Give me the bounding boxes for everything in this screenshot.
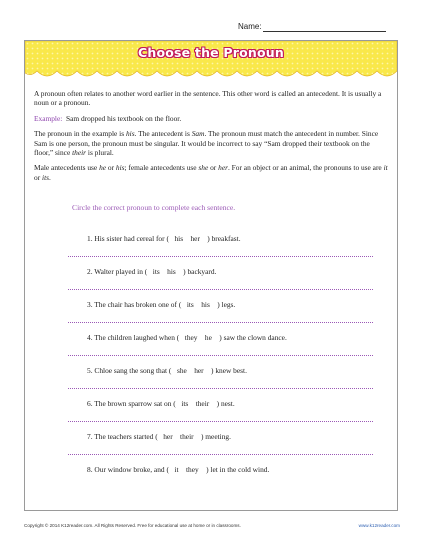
question-3: 3. The chair has broken one of ( its his ) legs. bbox=[87, 300, 236, 309]
answer-divider bbox=[68, 388, 373, 389]
choice-b[interactable]: he bbox=[204, 333, 212, 342]
choice-a[interactable]: his bbox=[174, 234, 184, 243]
choice-a[interactable]: it bbox=[174, 465, 179, 474]
site-link[interactable]: www.k12reader.com bbox=[358, 523, 400, 528]
question-6: 6. The brown sparrow sat on ( its their ) nest. bbox=[87, 399, 235, 408]
choice-a[interactable]: her bbox=[163, 432, 173, 441]
question-1: 1. His sister had cereal for ( his her ) breakfast. bbox=[87, 234, 241, 243]
question-8: 8. Our window broke, and ( it they ) let in the cold wind. bbox=[87, 465, 270, 474]
question-5: 5. Chloe sang the song that ( she her ) knew best. bbox=[87, 366, 247, 375]
intro-paragraph-1: A pronoun often relates to another word earlier in the sentence. This other word is called an antecedent. It is usually a noun or a pronoun. bbox=[34, 89, 382, 108]
name-underline[interactable] bbox=[263, 31, 386, 32]
example-label: Example: bbox=[34, 113, 63, 123]
answer-divider bbox=[68, 355, 373, 356]
worksheet-card bbox=[24, 40, 398, 511]
title-banner bbox=[25, 41, 397, 80]
choice-b[interactable]: their bbox=[195, 399, 210, 408]
choice-b[interactable]: his bbox=[167, 267, 176, 276]
intro-text bbox=[34, 89, 390, 188]
copyright-text: Copyright © 2014 K12reader.com. All Rights Reserved. Free for educational use at home or in classrooms. bbox=[24, 523, 241, 528]
question-2: 2. Walter played in ( its his ) backyard. bbox=[87, 267, 217, 276]
answer-divider bbox=[68, 289, 373, 290]
choice-b[interactable]: her bbox=[190, 234, 200, 243]
instruction-text: Circle the correct pronoun to complete each sentence. bbox=[72, 203, 236, 212]
footer bbox=[24, 523, 400, 528]
question-7: 7. The teachers started ( her their ) meeting. bbox=[87, 432, 231, 441]
choice-b[interactable]: his bbox=[201, 300, 210, 309]
example-sentence: Sam dropped his textbook on the floor. bbox=[66, 113, 182, 123]
choice-a[interactable]: its bbox=[152, 267, 160, 276]
choice-a[interactable]: its bbox=[186, 300, 194, 309]
answer-divider bbox=[68, 454, 373, 455]
choice-b[interactable]: their bbox=[180, 432, 194, 441]
example-line bbox=[34, 114, 390, 123]
name-label: Name: bbox=[238, 22, 262, 31]
choice-a[interactable]: she bbox=[176, 366, 187, 375]
intro-paragraph-3: The pronoun in the example is his. The antecedent is Sam. The pronoun must match the antecedent in number. Since Sam is one person, the pronoun must be singular. It would be incorrect to say “Sam dropped their textbook on the floor,” since their is plural. bbox=[34, 129, 379, 158]
choice-b[interactable]: her bbox=[194, 366, 204, 375]
choice-b[interactable]: they bbox=[185, 465, 199, 474]
choice-a[interactable]: its bbox=[181, 399, 189, 408]
answer-divider bbox=[68, 421, 373, 422]
answer-divider bbox=[68, 322, 373, 323]
page-title: Choose the Pronoun bbox=[137, 45, 285, 60]
choice-a[interactable]: they bbox=[184, 333, 198, 342]
answer-divider bbox=[68, 256, 373, 257]
name-field[interactable] bbox=[238, 22, 398, 36]
intro-paragraph-4: Male antecedents use he or his; female antecedents use she or her. For an object or an animal, the pronouns to use are it or its. bbox=[34, 163, 388, 182]
question-4: 4. The children laughed when ( they he ) saw the clown dance. bbox=[87, 333, 287, 342]
